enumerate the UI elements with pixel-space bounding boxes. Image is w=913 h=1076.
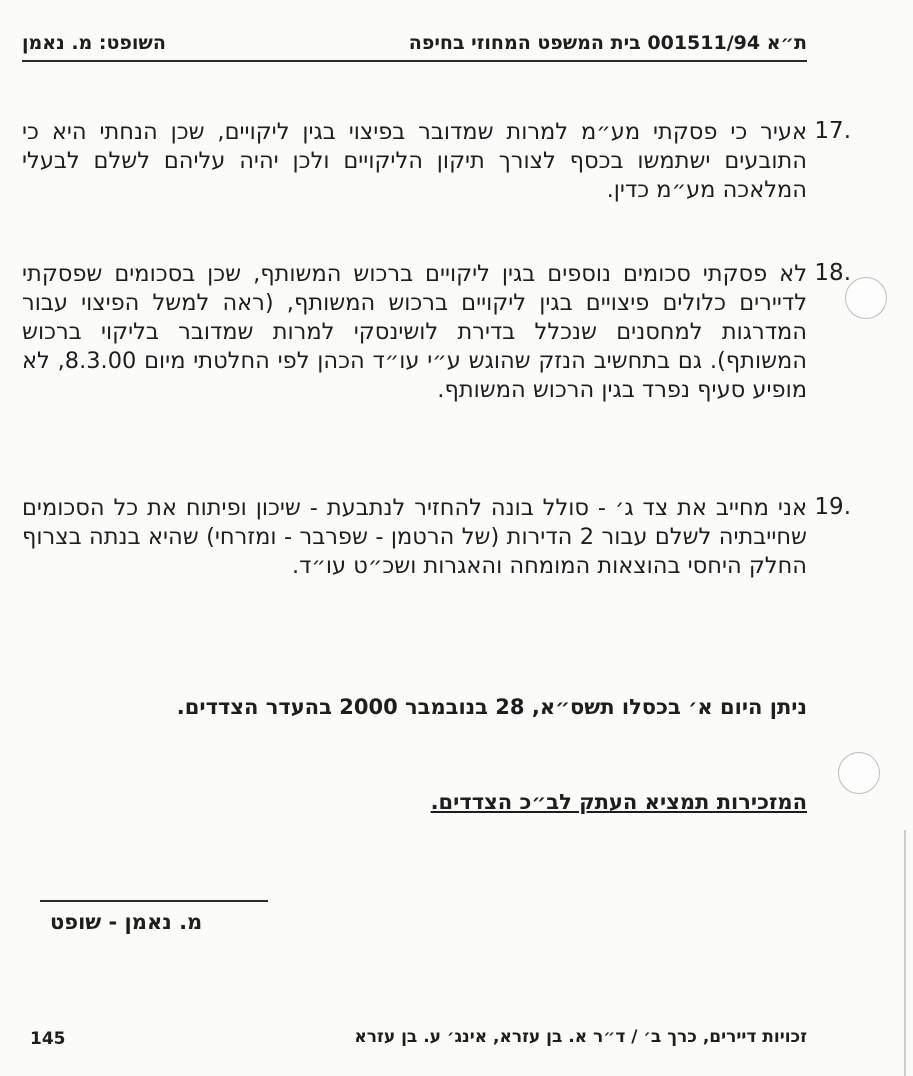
book-footer: זכויות דיירים, כרך ב׳ / ד״ר א. בן עזרא, אינג׳ ע. בן עזרא <box>354 1027 807 1047</box>
binder-hole <box>838 752 880 794</box>
signature-name: מ. נאמן - שופט <box>50 910 203 934</box>
paragraph-number: 17. <box>814 118 851 144</box>
paragraph-number: 18. <box>814 260 851 286</box>
secretariat-instruction: המזכירות תמציא העתק לב״כ הצדדים. <box>430 790 807 814</box>
page-header <box>22 32 807 62</box>
given-date-line: ניתן היום א׳ בכסלו תשס״א, 28 בנובמבר 2000 בהעדר הצדדים. <box>176 695 807 719</box>
binder-hole <box>845 277 887 319</box>
paragraph-text: אני מחייב את צד ג׳ - סולל בונה להחזיר לנתבעת - שיכון ופיתוח את כל הסכומים שחייבתיה לשלם עבור 2 הדירות (של הרטמן - שפרבר - ומזרחי) שהיא בנתה בצרוף החלק היחסי בהוצאות המומחה והאגרות ושכ״ט עו״ד. <box>22 495 807 579</box>
paragraph-17 <box>22 118 851 205</box>
page-number: 145 <box>30 1029 66 1049</box>
case-title: ת״א 001511/94 בית המשפט המחוזי בחיפה <box>408 32 807 54</box>
signature-line <box>40 900 268 902</box>
judge-name: השופט: מ. נאמן <box>22 32 166 54</box>
paragraph-text: לא פסקתי סכומים נוספים בגין ליקויים ברכוש המשותף, שכן בסכומים שפסקתי לדיירים כלולים פיצויים בגין ליקויים ברכוש המשותף, (ראה למשל הפיצוי עבור המדרגות למחסנים שנכלל בדירת לושינסקי למרות שמדובר בליקוי ברכוש המשותף). גם בתחשיב הנזק שהוגש ע״י עו״ד הכהן לפי החלטתי מיום 8.3.00, לא מופיע סעיף נפרד בגין הרכוש המשותף. <box>22 261 807 403</box>
paragraph-18 <box>22 260 851 405</box>
paragraph-text: אעיר כי פסקתי מע״מ למרות שמדובר בפיצוי בגין ליקויים, שכן הנחתי היא כי התובעים ישתמשו בכסף לצורך תיקון הליקויים ולכן יהיה עליהם לשלם לבעלי המלאכה מע״מ כדין. <box>22 119 807 203</box>
page-edge-line <box>904 830 906 1076</box>
paragraph-number: 19. <box>814 494 851 520</box>
paragraph-19 <box>22 494 851 581</box>
